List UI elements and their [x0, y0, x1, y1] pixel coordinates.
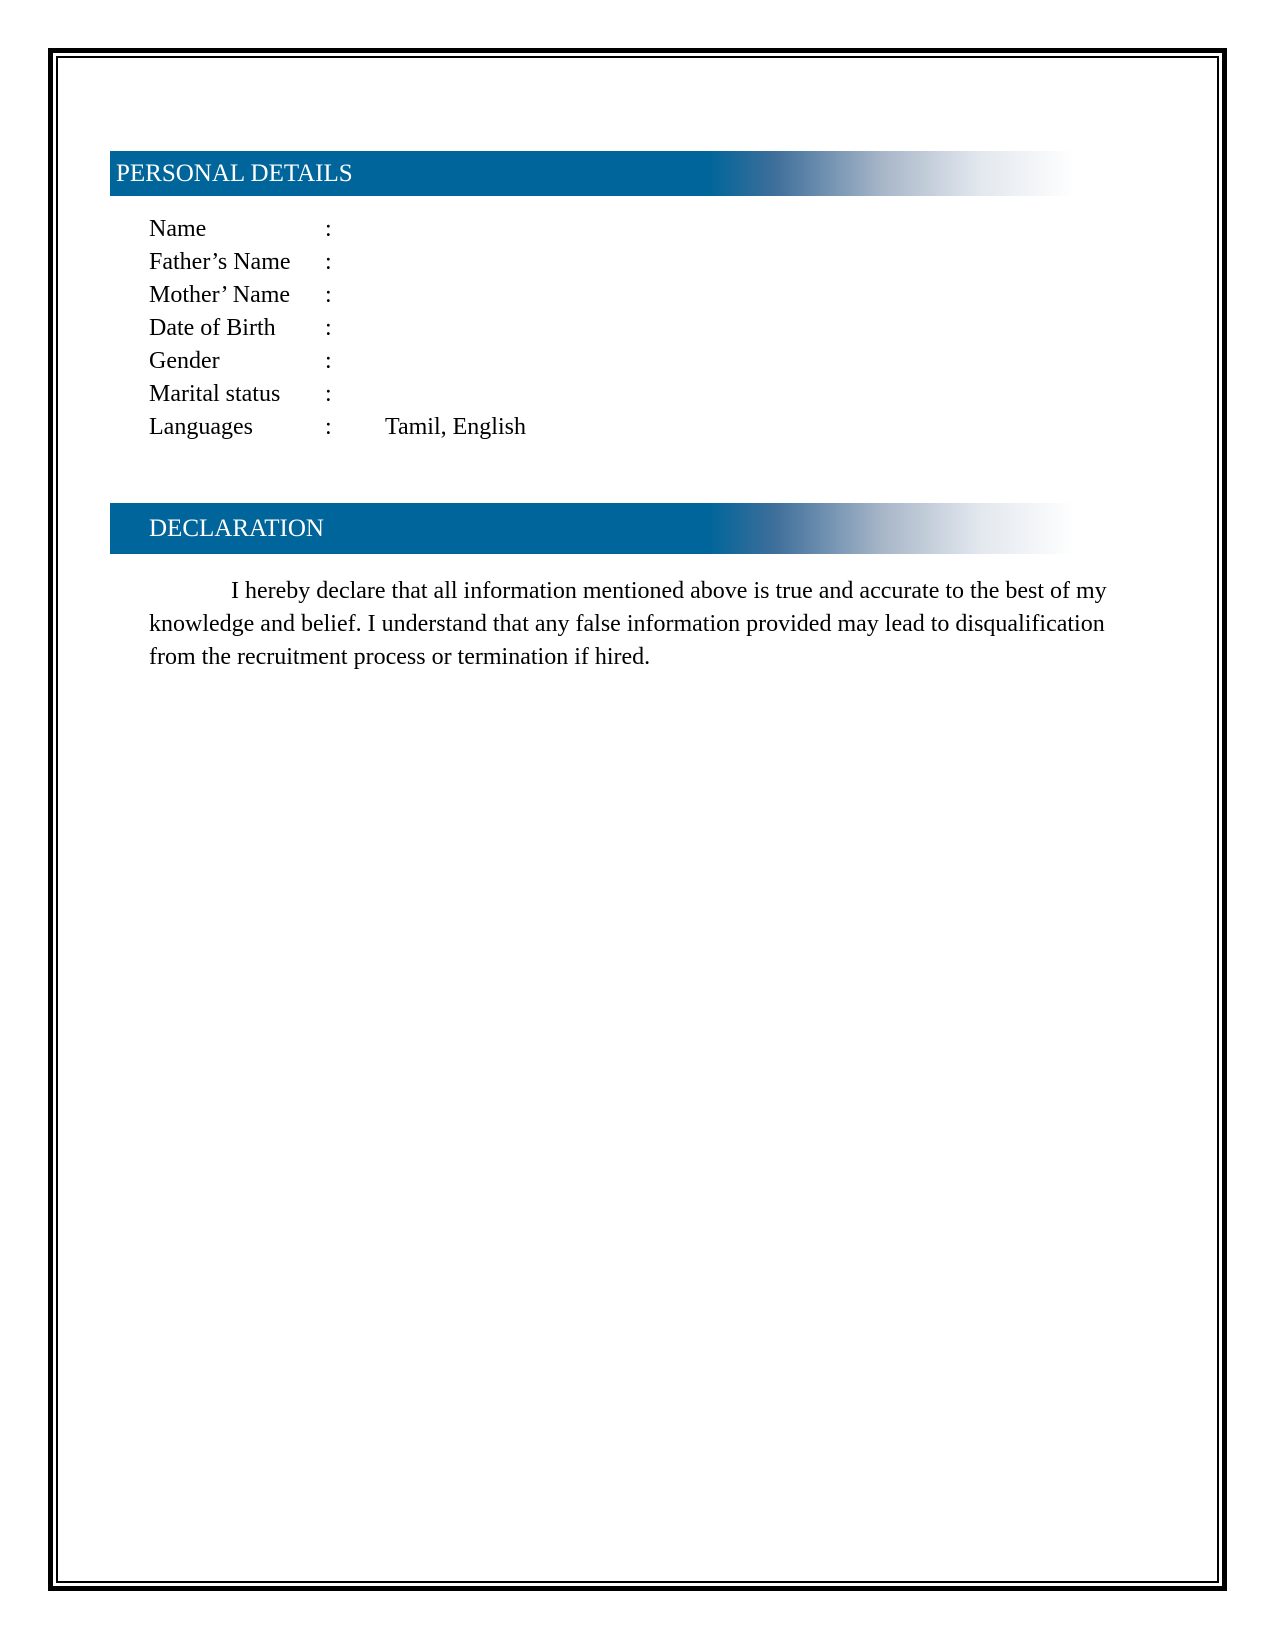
detail-row-name — [149, 213, 526, 246]
declaration-text: I hereby declare that all information mentioned above is true and accurate to the best of my knowledge and belief. I understand that any false information provided may lead to disqualification from the recruitment process or termination if hired. — [149, 578, 1107, 670]
detail-row-date-of-birth — [149, 312, 526, 345]
detail-separator: : — [325, 249, 332, 275]
detail-separator: : — [325, 381, 332, 407]
detail-label: Marital status — [149, 381, 281, 407]
detail-value — [385, 378, 526, 411]
detail-separator: : — [325, 315, 332, 341]
personal-details-table — [149, 213, 526, 444]
detail-row-fathers-name — [149, 246, 526, 279]
detail-row-mothers-name — [149, 279, 526, 312]
detail-row-marital-status — [149, 378, 526, 411]
detail-value — [385, 279, 526, 312]
detail-label: Date of Birth — [149, 315, 276, 341]
detail-label: Languages — [149, 414, 253, 440]
detail-separator: : — [325, 348, 332, 374]
detail-label: Name — [149, 216, 207, 242]
detail-label: Gender — [149, 348, 220, 374]
detail-separator: : — [325, 216, 332, 242]
detail-value — [385, 345, 526, 378]
detail-row-languages — [149, 411, 526, 444]
personal-details-header — [110, 151, 1075, 196]
detail-label: Father’s Name — [149, 249, 291, 275]
detail-separator: : — [325, 414, 332, 440]
detail-row-gender — [149, 345, 526, 378]
personal-details-title: PERSONAL DETAILS — [116, 159, 353, 187]
detail-value — [385, 213, 526, 246]
detail-value — [385, 246, 526, 279]
detail-label: Mother’ Name — [149, 282, 291, 308]
detail-separator: : — [325, 282, 332, 308]
declaration-header — [110, 503, 1075, 554]
detail-value — [385, 312, 526, 345]
declaration-title: DECLARATION — [149, 514, 324, 542]
detail-value: Tamil, English — [385, 414, 526, 440]
